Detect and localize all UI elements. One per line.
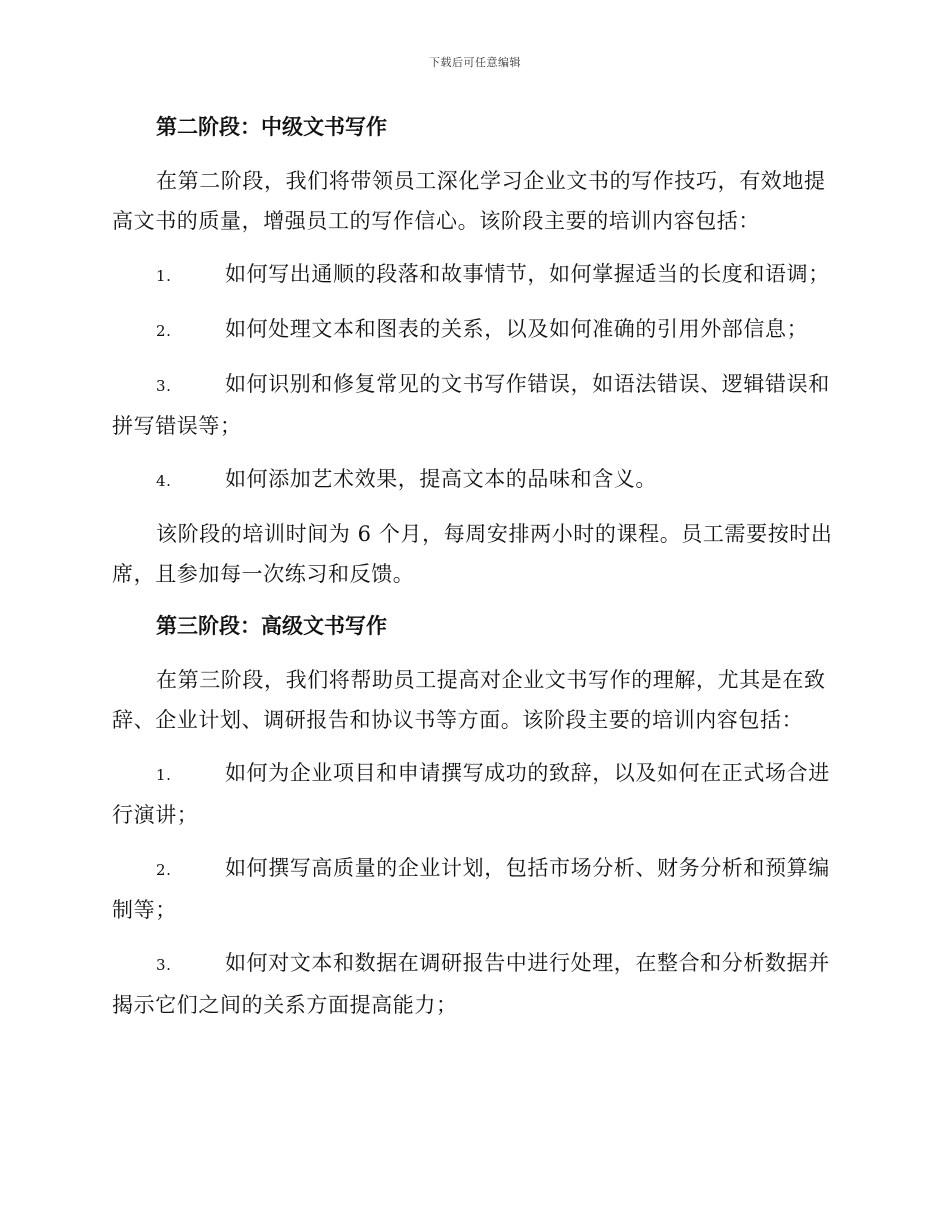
document-body bbox=[112, 108, 837, 1038]
page-header: 下载后可任意编辑 bbox=[429, 56, 521, 69]
list-number: 1. bbox=[156, 267, 172, 285]
list-item-text: 如何识别和修复常见的文书写作错误，如语法错误、逻辑错误和拼写错误等； bbox=[112, 372, 830, 438]
list-number: 2. bbox=[156, 861, 172, 879]
list-number: 2. bbox=[156, 322, 172, 340]
list-item-text: 如何添加艺术效果，提高文本的品味和含义。 bbox=[225, 467, 657, 491]
list-item-text: 如何处理文本和图表的关系，以及如何准确的引用外部信息； bbox=[225, 317, 809, 341]
list-number: 1. bbox=[156, 766, 172, 784]
section-heading: 第二阶段：中级文书写作 bbox=[156, 114, 387, 139]
list-item-text: 如何对文本和数据在调研报告中进行处理，在整合和分析数据并揭示它们之间的关系方面提高能力； bbox=[112, 951, 830, 1017]
list-item bbox=[112, 943, 837, 1025]
list-item-text: 如何撰写高质量的企业计划，包括市场分析、财务分析和预算编制等； bbox=[112, 856, 830, 922]
list-item bbox=[112, 254, 837, 296]
list-item-text: 如何为企业项目和申请撰写成功的致辞，以及如何在正式场合进行演讲； bbox=[112, 761, 830, 827]
section-heading: 第三阶段：高级文书写作 bbox=[156, 613, 387, 638]
section-intro: 在第三阶段，我们将帮助员工提高对企业文书写作的理解，尤其是在致辞、企业计划、调研报告和协议书等方面。该阶段主要的培训内容包括： bbox=[112, 668, 826, 732]
list-item bbox=[112, 364, 837, 446]
section-intro: 在第二阶段，我们将带领员工深化学习企业文书的写作技巧，有效地提高文书的质量，增强员工的写作信心。该阶段主要的培训内容包括： bbox=[112, 169, 826, 233]
list-item bbox=[112, 459, 837, 501]
list-number: 3. bbox=[156, 956, 172, 974]
list-item-text: 如何写出通顺的段落和故事情节，如何掌握适当的长度和语调； bbox=[225, 262, 830, 286]
list-item bbox=[112, 309, 837, 351]
list-number: 4. bbox=[156, 472, 172, 490]
list-item bbox=[112, 848, 837, 930]
list-number: 3. bbox=[156, 377, 172, 395]
section-outro: 该阶段的培训时间为 6 个月，每周安排两小时的课程。员工需要按时出席，且参加每一次练习和反馈。 bbox=[112, 522, 833, 586]
list-item bbox=[112, 753, 837, 835]
